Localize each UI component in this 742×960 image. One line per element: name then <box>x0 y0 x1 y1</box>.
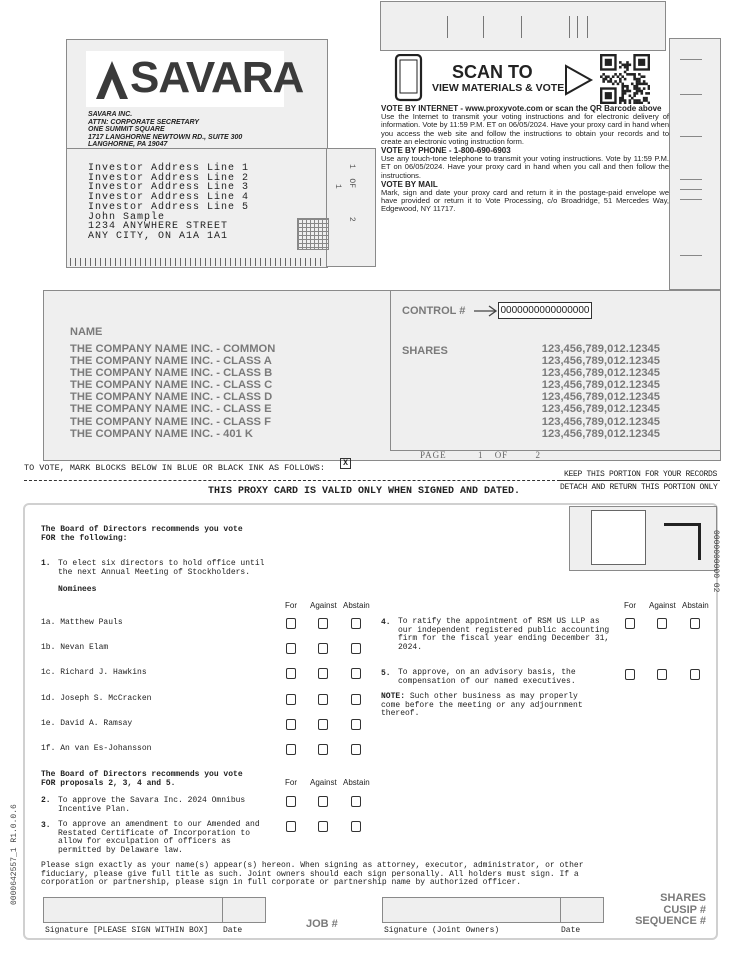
holding-name: THE COMPANY NAME INC. - CLASS B <box>70 367 273 380</box>
barcode-bar <box>483 16 484 38</box>
vote-1b-for-checkbox[interactable] <box>286 643 296 654</box>
logo-text: SAVARA <box>130 53 304 102</box>
left-code: 0000642557_1 R1.0.0.6 <box>10 804 19 905</box>
holdings-divider <box>390 290 391 451</box>
investor-line: John Sample <box>88 211 166 223</box>
logo-triangle-icon <box>92 57 132 101</box>
share-value: 123,456,789,012.12345 <box>541 415 660 428</box>
name-label: NAME <box>70 326 103 338</box>
item2-number: 2. <box>41 796 51 805</box>
nominees-label: Nominees <box>58 585 97 594</box>
joint-date-label: Date <box>561 926 581 935</box>
company-address <box>88 111 242 149</box>
vote-2-abstain-checkbox[interactable] <box>351 796 361 807</box>
investor-line: Investor Address Line 2 <box>88 172 250 184</box>
keep-portion: KEEP THIS PORTION FOR YOUR RECORDS <box>564 470 718 479</box>
vote-mail-heading: VOTE BY MAIL <box>381 179 438 189</box>
keep-rule <box>560 480 720 481</box>
col-abstain: Abstain <box>343 601 370 610</box>
vote-1d-against-checkbox[interactable] <box>318 694 328 705</box>
vote-mail-body: Mark, sign and date your proxy card and return it in the postage-paid envelope we have provided or return it to Vote Processing, c/o Broadridge, 51 Mercedes Way, Edgewood, NY 11717. <box>381 188 669 214</box>
share-value: 123,456,789,012.12345 <box>541 367 660 380</box>
detach-line <box>24 480 560 481</box>
grid-mark <box>297 218 329 250</box>
vote-2-for-checkbox[interactable] <box>286 796 296 807</box>
job-label: JOB # <box>306 918 338 930</box>
arrow-icon <box>473 305 499 317</box>
arrow-right-icon <box>564 64 594 98</box>
holding-name: THE COMPANY NAME INC. - 401 K <box>70 427 253 440</box>
sign-instructions: Please sign exactly as your name(s) appear(s) hereon. When signing as attorney, executor, administrator, or other fiduciary, please give full title as such. Joint owners should each sign personally. All holders must sign. If a corporation or partnership, please sign in full corporate or partnership name by authorized officer. <box>41 861 584 888</box>
vote-1a-against-checkbox[interactable] <box>318 618 328 629</box>
vote-phone-heading: VOTE BY PHONE - 1-800-690-6903 <box>381 146 511 156</box>
page-indicator-vertical-2: 1 <box>333 184 342 189</box>
voting-methods <box>381 105 669 214</box>
company-line: LANGHORNE, PA 19047 <box>88 141 168 149</box>
sequence-label: SEQUENCE # <box>635 915 706 927</box>
corner-mark <box>664 523 701 560</box>
item4-text: To ratify the appointment of RSM US LLP as our independent registered public accounting firm for the fiscal year ending December 31, 2024. <box>398 617 610 652</box>
holding-names <box>70 343 275 440</box>
share-value: 123,456,789,012.12345 <box>541 343 660 355</box>
joint-date-box[interactable] <box>560 897 604 923</box>
vote-5-for-checkbox[interactable] <box>625 669 635 680</box>
investor-line: Investor Address Line 1 <box>88 163 250 174</box>
nominee-1b: 1b. Nevan Elam <box>41 643 109 652</box>
control-label: CONTROL # <box>402 305 466 317</box>
barcode-bar <box>569 16 570 38</box>
corner-box <box>591 510 646 565</box>
date-label: Date <box>223 926 243 935</box>
stub-tick <box>680 179 702 180</box>
stub-tick <box>680 255 702 256</box>
item2-text: To approve the Savara Inc. 2024 Omnibus Incentive Plan. <box>58 796 246 814</box>
vote-1e-for-checkbox[interactable] <box>286 719 296 730</box>
tracking-labels <box>620 893 706 928</box>
vote-1d-for-checkbox[interactable] <box>286 694 296 705</box>
holding-name: THE COMPANY NAME INC. - CLASS D <box>70 391 273 404</box>
share-values <box>500 343 660 440</box>
col-against-3: Against <box>649 601 676 610</box>
vote-4-abstain-checkbox[interactable] <box>690 618 700 629</box>
col-for-2: For <box>285 778 297 787</box>
item3-text: To approve an amendment to our Amended and Restated Certificate of Incorporation to allow for exculpation of officers as permitted by Delaware law. <box>58 820 260 855</box>
nominee-1c: 1c. Richard J. Hawkins <box>41 668 147 677</box>
shares-tracking-label: SHARES <box>660 892 706 904</box>
vote-1c-against-checkbox[interactable] <box>318 668 328 679</box>
scan-subtitle: VIEW MATERIALS & VOTE <box>432 82 565 94</box>
stub-tick <box>680 59 702 60</box>
cusip-label: CUSIP # <box>663 903 706 916</box>
investor-line: ANY CITY, ON A1A 1A1 <box>88 230 229 242</box>
vote-5-abstain-checkbox[interactable] <box>690 669 700 680</box>
investor-address <box>88 164 249 242</box>
vote-1d-abstain-checkbox[interactable] <box>351 694 361 705</box>
vote-1c-for-checkbox[interactable] <box>286 668 296 679</box>
date-box[interactable] <box>222 897 266 923</box>
vote-2-against-checkbox[interactable] <box>318 796 328 807</box>
share-value: 123,456,789,012.12345 <box>541 379 660 392</box>
col-abstain-2: Abstain <box>343 778 370 787</box>
col-against-2: Against <box>310 778 337 787</box>
barcode-bar <box>587 16 588 38</box>
col-for-3: For <box>624 601 636 610</box>
company-line: 1717 LANGHORNE NEWTOWN RD., SUITE 300 <box>88 133 243 141</box>
vote-1a-for-checkbox[interactable] <box>286 618 296 629</box>
vote-1c-abstain-checkbox[interactable] <box>351 668 361 679</box>
nominee-1a: 1a. Matthew Pauls <box>41 618 123 627</box>
note <box>381 693 596 719</box>
item5-number: 5. <box>381 669 391 678</box>
ballot-corner-panel <box>569 506 717 571</box>
barcode-bar <box>521 16 522 38</box>
joint-signature-label: Signature (Joint Owners) <box>384 926 500 935</box>
control-number: 0000000000000000 <box>498 302 592 319</box>
holding-name: THE COMPANY NAME INC. - CLASS E <box>70 403 272 416</box>
vote-4-against-checkbox[interactable] <box>657 618 667 629</box>
company-line: ATTN: CORPORATE SECRETARY <box>88 118 200 126</box>
side-code: 0000000000 02 <box>711 530 720 593</box>
share-value: 123,456,789,012.12345 <box>541 391 660 404</box>
mark-instructions: TO VOTE, MARK BLOCKS BELOW IN BLUE OR BLACK INK AS FOLLOWS: <box>24 463 325 473</box>
nominee-1e: 1e. David A. Ramsay <box>41 719 133 728</box>
stub-tick <box>680 136 702 137</box>
investor-line: Investor Address Line 3 <box>88 182 250 194</box>
savara-logo <box>86 51 304 107</box>
stub-tick <box>680 199 702 200</box>
nominee-1d: 1d. Joseph S. McCracken <box>41 694 152 703</box>
vote-internet-heading: VOTE BY INTERNET - www.proxyvote.com or scan the QR Barcode above <box>381 104 662 113</box>
qr-code <box>600 54 650 104</box>
company-line: SAVARA INC. <box>88 111 133 118</box>
nominee-1f: 1f. An van Es-Johansson <box>41 744 152 753</box>
vote-1e-against-checkbox[interactable] <box>318 719 328 730</box>
vote-1a-abstain-checkbox[interactable] <box>351 618 361 629</box>
col-against: Against <box>310 601 337 610</box>
vote-3-abstain-checkbox[interactable] <box>351 821 361 832</box>
valid-notice: THIS PROXY CARD IS VALID ONLY WHEN SIGNED AND DATED. <box>208 486 521 497</box>
page-indicator-vertical: 1 OF 2 <box>347 164 356 222</box>
stub-tick <box>680 189 702 190</box>
vote-phone-body: Use any touch-tone telephone to transmit your voting instructions. Vote by 11:59 P.M. ET on 06/05/2024. Have your proxy card in hand when you call and then follow the instructions. <box>381 154 669 180</box>
side-stub-panel <box>669 38 721 290</box>
vote-1f-for-checkbox[interactable] <box>286 744 296 755</box>
share-value: 123,456,789,012.12345 <box>541 355 660 368</box>
scan-title: SCAN TO <box>452 62 533 82</box>
company-line: ONE SUMMIT SQUARE <box>88 126 165 134</box>
recommendation-1: The Board of Directors recommends you vote FOR the following: <box>41 525 243 543</box>
signature-label: Signature [PLEASE SIGN WITHIN BOX] <box>45 926 209 935</box>
recommendation-2: The Board of Directors recommends you vote FOR proposals 2, 3, 4 and 5. <box>41 770 243 788</box>
signature-box[interactable] <box>43 897 223 923</box>
item3-number: 3. <box>41 821 51 830</box>
ruler-ticks <box>70 258 324 266</box>
vote-1e-abstain-checkbox[interactable] <box>351 719 361 730</box>
note-text: Such other business as may properly come before the meeting or any adjournment thereof. <box>381 692 583 718</box>
holding-name: THE COMPANY NAME INC. - CLASS C <box>70 379 273 392</box>
item1-number: 1. <box>41 559 51 568</box>
mark-example: X <box>340 458 351 469</box>
stub-tick <box>680 94 702 95</box>
barcode-panel <box>380 1 666 51</box>
investor-line: Investor Address Line 5 <box>88 201 250 213</box>
vote-1f-against-checkbox[interactable] <box>318 744 328 755</box>
item5-text: To approve, on an advisory basis, the compensation of our named executives. <box>398 668 576 686</box>
investor-line: Investor Address Line 4 <box>88 192 250 204</box>
note-label: NOTE: <box>381 692 406 701</box>
share-value: 123,456,789,012.12345 <box>541 403 660 416</box>
barcode-bar <box>447 16 448 38</box>
barcode-bar <box>577 16 578 38</box>
shares-label: SHARES <box>402 345 448 357</box>
detach-portion: DETACH AND RETURN THIS PORTION ONLY <box>560 483 718 492</box>
vote-5-against-checkbox[interactable] <box>657 669 667 680</box>
vote-3-for-checkbox[interactable] <box>286 821 296 832</box>
vote-4-for-checkbox[interactable] <box>625 618 635 629</box>
col-for: For <box>285 601 297 610</box>
qr-code-icon <box>600 54 650 104</box>
holding-name: THE COMPANY NAME INC. - CLASS A <box>70 355 272 368</box>
item1-text: To elect six directors to hold office until the next Annual Meeting of Stockholders. <box>58 559 265 577</box>
holding-name: THE COMPANY NAME INC. - COMMON <box>70 343 276 355</box>
phone-icon <box>394 54 424 102</box>
vote-1b-against-checkbox[interactable] <box>318 643 328 654</box>
holding-name: THE COMPANY NAME INC. - CLASS F <box>70 415 271 428</box>
col-abstain-3: Abstain <box>682 601 709 610</box>
page-indicator: PAGE 1 OF 2 <box>420 450 541 460</box>
item4-number: 4. <box>381 618 391 627</box>
vote-1b-abstain-checkbox[interactable] <box>351 643 361 654</box>
investor-line: 1234 ANYWHERE STREET <box>88 221 229 233</box>
vote-internet-body: Use the Internet to transmit your voting instructions and for electronic delivery of information. Vote by 11:59 P.M. ET on 06/05/2024. Have your proxy card in hand when you access the web site and follow the instructions to obtain your records and to create an electronic voting instruction form. <box>381 112 669 146</box>
joint-signature-box[interactable] <box>382 897 562 923</box>
share-value: 123,456,789,012.12345 <box>541 427 660 440</box>
vote-3-against-checkbox[interactable] <box>318 821 328 832</box>
vote-1f-abstain-checkbox[interactable] <box>351 744 361 755</box>
